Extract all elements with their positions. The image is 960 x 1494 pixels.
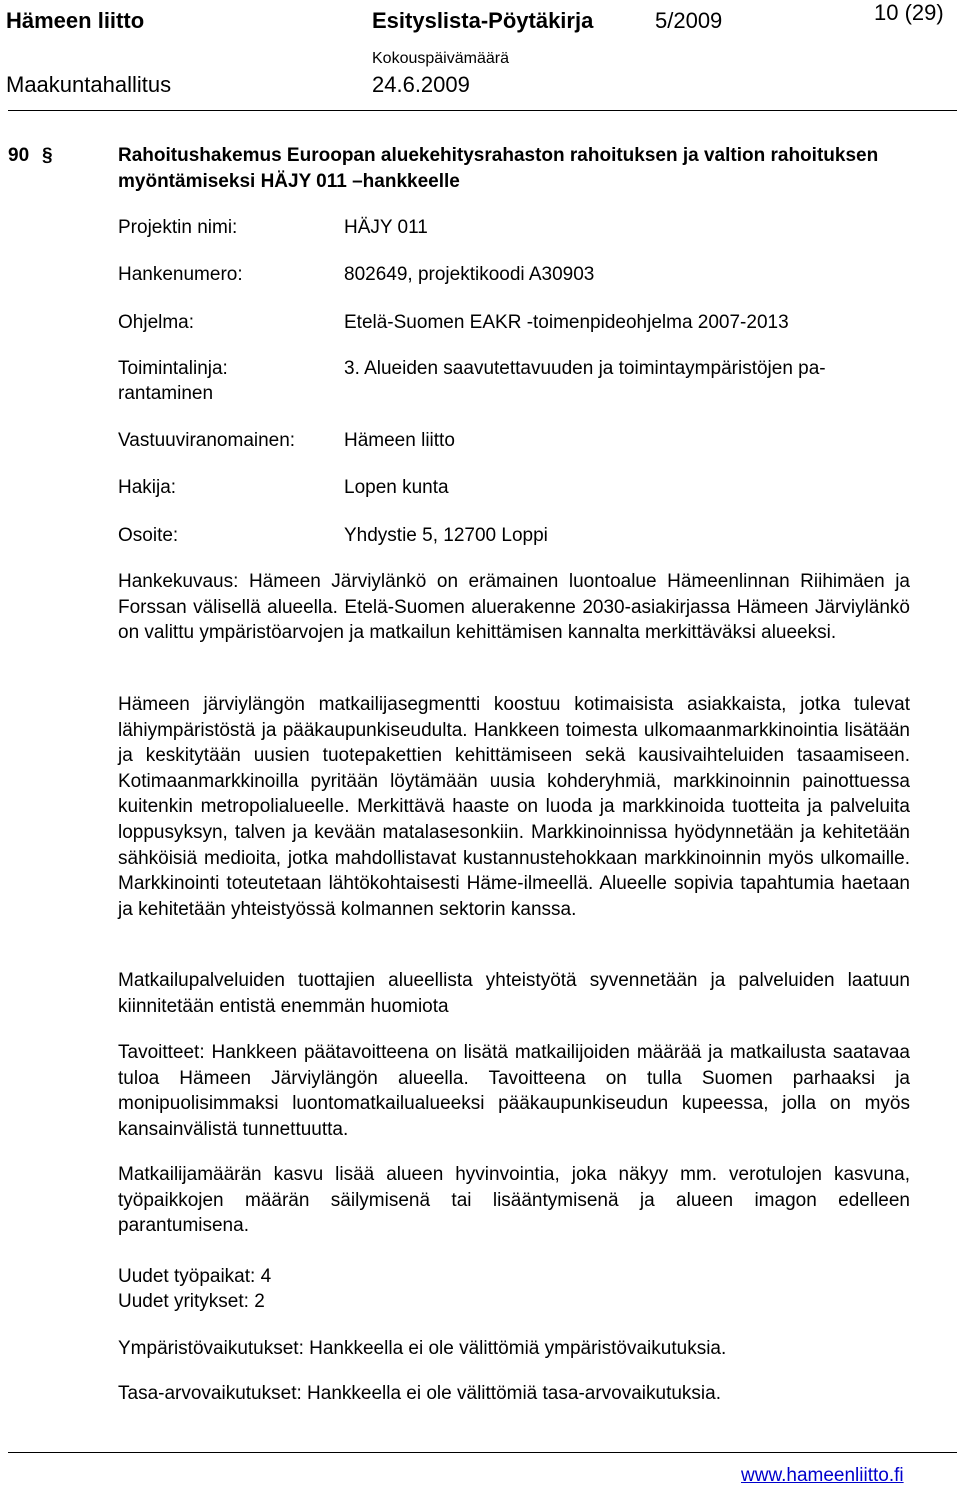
- governing-body: Maakuntahallitus: [6, 72, 172, 97]
- programme-label: Ohjelma:: [118, 312, 195, 333]
- authority-value: Hämeen liitto: [344, 430, 455, 451]
- item-title: Rahoitushakemus Euroopan aluekehitysrahaston rahoituksen ja valtion rahoituksen myöntämiseksi HÄJY 011 –hankkeelle: [118, 145, 879, 192]
- impact-paragraph: Matkailijamäärän kasvu lisää alueen hyvinvointia, joka näkyy mm. verotulojen kasvuna, työpaikkojen määrän säilymisenä tai lisääntymisenä ja alueen imagon edelleen parantumisena.: [118, 1164, 910, 1237]
- organization-name: Hämeen liitto: [6, 8, 145, 33]
- address-label: Osoite:: [118, 525, 179, 546]
- marketing-paragraph: Hämeen järviylängön matkailijasegmentti koostuu kotimaisista asiakkaista, jotka tulevat lähiympäristöstä ja pääkaupunkiseudulta. Hankkeen toimesta ulkomaanmarkkinointia lisätään ja keskitytään uusien tuotepakettien kehittämiseen sekä kausivaihteluiden tasaamiseen. Kotimaanmarkkinoilla pyritään löytämään uusia kohderyhmiä, markkinoinnin painottuessa kuitenkin metropolialueelle. Merkittävä haaste on luoda ja markkinoida tuotteita ja palveluita loppusyksyn, talven ja kevään matalasesonkiin. Markkinoinnissa hyödynnetään ja kehitetään sähköisiä medioita, jotka mahdollistavat kustannustehokkaan markkinoinnin myös ulkomaille. Markkinointi toteutetaan lähtökohtaisesti Häme-ilmeellä. Alueelle sopivia tapahtumia haetaan ja kehitetään yhteistyössä kolmannen sektorin kanssa.: [118, 694, 910, 920]
- document-type: Esityslista-Pöytäkirja: [372, 8, 594, 33]
- applicant-label: Hakija:: [118, 477, 177, 498]
- meeting-date: 24.6.2009: [372, 72, 470, 97]
- objectives-paragraph: Tavoitteet: Hankkeen päätavoitteena on lisätä matkailijoiden määrää ja matkailusta saatavaa tuloa Hämeen Järviylängön alueella. Tavoitteena on tulla Suomen parhaaksi ja monipuolisimmaksi luontomatkailualueeksi pääkaupunkiseudun kupeessa, jolla on myös kansainvälistä tunnettuutta.: [118, 1042, 910, 1140]
- website-link[interactable]: www.hameenliitto.fi: [741, 1465, 904, 1486]
- item-number: 90: [8, 145, 30, 166]
- section-mark: §: [42, 145, 53, 166]
- programme-value: Etelä-Suomen EAKR -toimenpideohjelma 2007-2013: [344, 312, 789, 333]
- address-value: Yhdystie 5, 12700 Loppi: [344, 525, 548, 546]
- applicant-value: Lopen kunta: [344, 477, 449, 498]
- header-divider: [8, 110, 957, 111]
- environmental-effects: Ympäristövaikutukset: Hankkeella ei ole välittömiä ympäristövaikutuksia.: [118, 1338, 727, 1359]
- project-number-value: 802649, projektikoodi A30903: [344, 264, 595, 285]
- action-line-value-continued: rantaminen: [118, 383, 214, 404]
- cooperation-paragraph: Matkailupalveluiden tuottajien alueellista yhteistyötä syvennetään ja palveluiden laatuun kiinnitetään entistä enemmän huomiota: [118, 970, 910, 1017]
- authority-label: Vastuuviranomainen:: [118, 430, 296, 451]
- project-number-label: Hankenumero:: [118, 264, 243, 285]
- new-companies: Uudet yritykset: 2: [118, 1291, 265, 1312]
- action-line-value: 3. Alueiden saavutettavuuden ja toimintaympäristöjen pa-: [344, 358, 826, 379]
- equality-effects: Tasa-arvovaikutukset: Hankkeella ei ole välittömiä tasa-arvovaikutuksia.: [118, 1383, 721, 1404]
- footer-divider: [8, 1452, 957, 1453]
- project-name-label: Projektin nimi:: [118, 217, 238, 238]
- new-jobs: Uudet työpaikat: 4: [118, 1266, 272, 1287]
- meeting-date-label: Kokouspäivämäärä: [372, 50, 509, 67]
- project-description-paragraph: Hankekuvaus: Hämeen Järviylänkö on erämainen luontoalue Hämeenlinnan Riihimäen ja Forssan välisellä alueella. Etelä-Suomen aluerakenne 2030-asiakirjassa Hämeen Järviylänkö on valittu ympäristöarvojen ja matkailun kehittämisen kannalta merkittäväksi alueeksi.: [118, 571, 910, 644]
- issue-number: 5/2009: [655, 8, 723, 33]
- project-name-value: HÄJY 011: [344, 217, 428, 238]
- action-line-label: Toimintalinja:: [118, 358, 228, 379]
- page-number: 10 (29): [874, 0, 944, 25]
